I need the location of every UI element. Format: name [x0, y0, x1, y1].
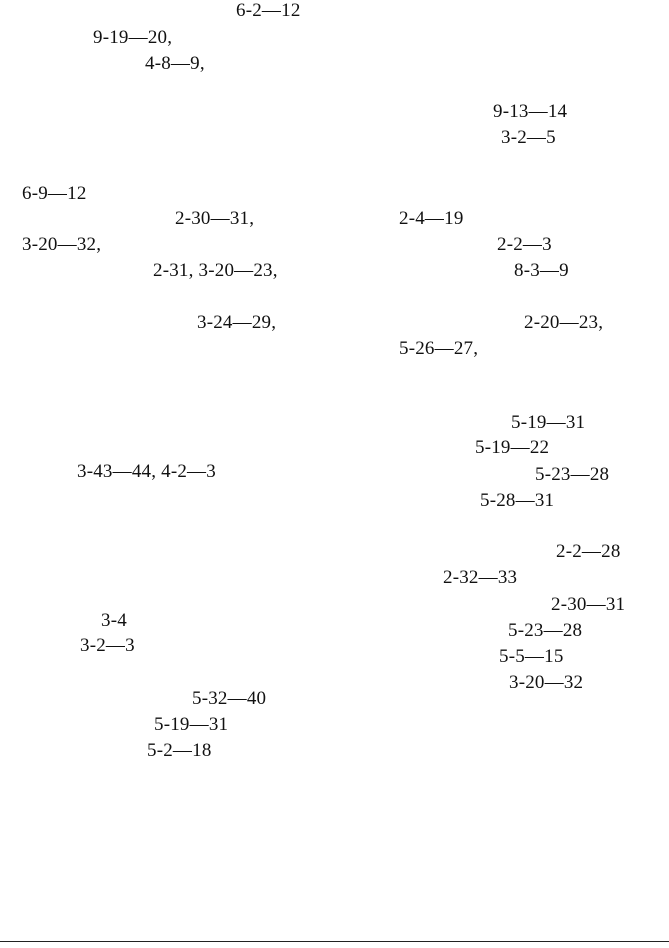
page-reference: 5-26—27,	[399, 338, 479, 359]
page-reference: 2-30—31,	[175, 208, 255, 229]
page-reference: 2-2—28	[556, 541, 621, 562]
page-reference: 2-31, 3-20—23,	[153, 260, 278, 281]
page-reference: 3-2—5	[501, 127, 556, 148]
page-reference: 3-20—32,	[22, 234, 102, 255]
page-reference: 2-32—33	[443, 567, 518, 588]
page-reference: 3-24—29,	[197, 312, 277, 333]
page-reference: 3-43—44, 4-2—3	[77, 461, 216, 482]
page-reference: 6-2—12	[236, 0, 301, 21]
page-reference: 5-28—31	[480, 490, 555, 511]
page-reference: 8-3—9	[514, 260, 569, 281]
page-reference: 5-19—31	[154, 714, 229, 735]
bottom-divider	[0, 941, 669, 942]
page-reference: 3-2—3	[80, 635, 135, 656]
page-reference: 2-20—23,	[524, 312, 604, 333]
page-reference: 3-4	[101, 610, 127, 631]
page-reference: 5-23—28	[508, 620, 583, 641]
page-reference: 5-5—15	[499, 646, 564, 667]
page-reference: 3-20—32	[509, 672, 584, 693]
page-reference: 9-19—20,	[93, 27, 173, 48]
page-reference: 5-32—40	[192, 688, 267, 709]
page-reference: 5-23—28	[535, 464, 610, 485]
page-reference: 2-4—19	[399, 208, 464, 229]
page-reference: 5-19—31	[511, 412, 586, 433]
page-reference: 4-8—9,	[145, 53, 205, 74]
page-reference: 9-13—14	[493, 101, 568, 122]
page-reference: 2-30—31	[551, 594, 626, 615]
page-reference: 2-2—3	[497, 234, 552, 255]
page-reference: 6-9—12	[22, 183, 87, 204]
page-reference: 5-19—22	[475, 437, 550, 458]
page-reference: 5-2—18	[147, 740, 212, 761]
